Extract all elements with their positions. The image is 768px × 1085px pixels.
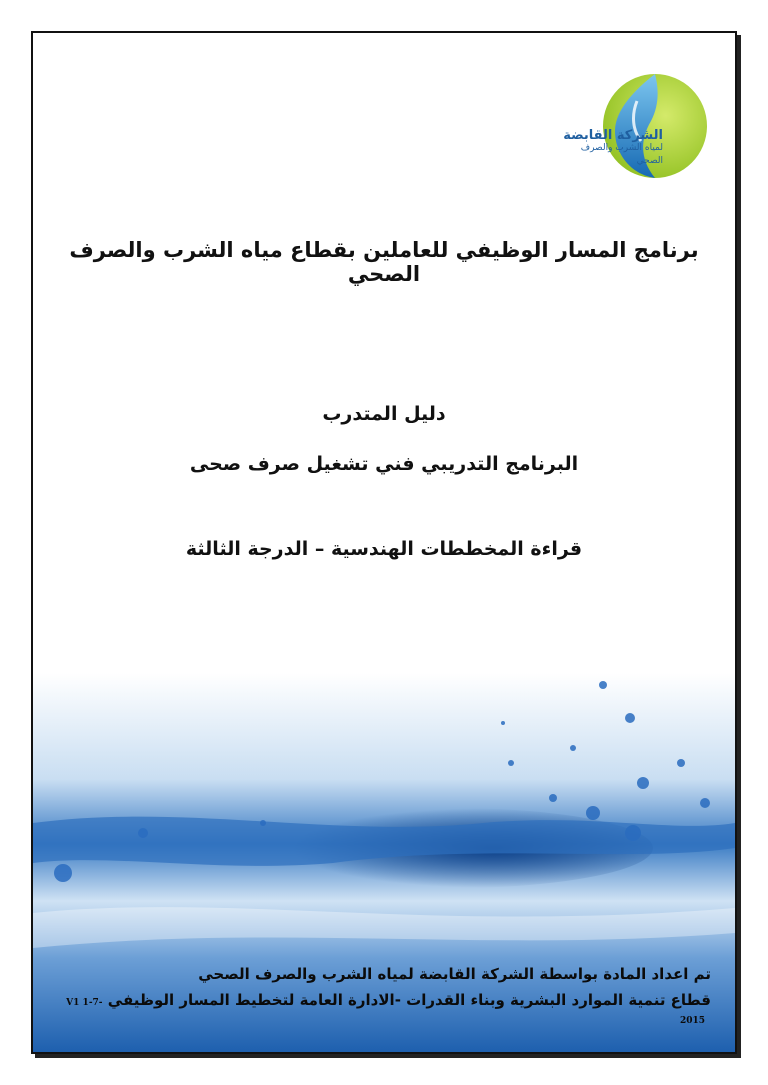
logo-company-name: الشركة القابضة: [563, 128, 663, 143]
version-label: V1 1-7-2015: [66, 998, 705, 1026]
logo-text: [563, 129, 663, 168]
guide-label: دليل المتدرب: [322, 403, 446, 425]
training-program-title: البرنامج التدريبي فني تشغيل صرف صحى: [189, 453, 579, 475]
prepared-by-text: تم اعداد المادة بواسطة الشركة القابضة لمياه الشرب والصرف الصحي: [198, 965, 711, 983]
department-text: قطاع تنمية الموارد البشرية وبناء القدرات -الادارة العامة لتخطيط المسار الوظيفي: [107, 991, 711, 1009]
page-frame: [31, 31, 737, 1054]
program-title: برنامج المسار الوظيفي للعاملين بقطاع مياه الشرب والصرف الصحي: [69, 238, 699, 286]
course-title: قراءة المخططات الهندسية – الدرجة الثالثة: [185, 538, 583, 560]
logo-company-subtitle: لمياه الشرب والصرف الصحي: [580, 143, 663, 166]
department-line: [47, 991, 711, 1027]
